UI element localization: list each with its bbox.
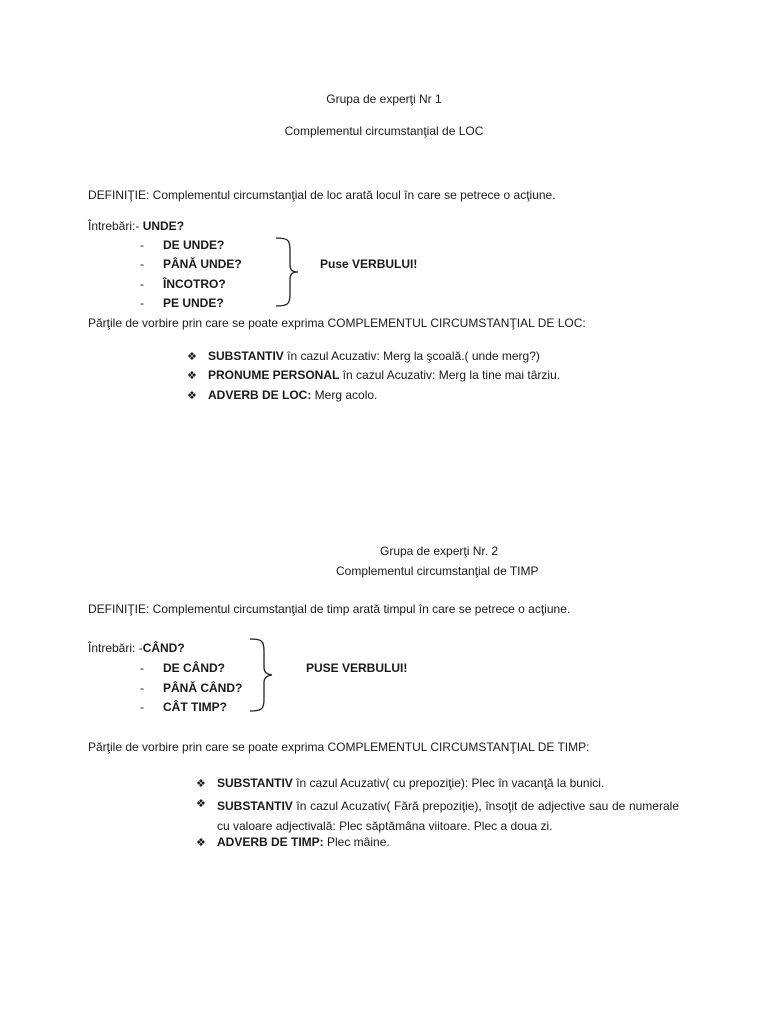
definition-label: DEFINIŢIE: (88, 602, 150, 616)
diamond-bullet-icon: ❖ (187, 370, 197, 382)
dash-bullet: - (140, 277, 144, 291)
question-item: CÂT TIMP? (163, 700, 227, 714)
question-item: DE UNDE? (163, 238, 225, 252)
question-item: UNDE? (142, 219, 185, 233)
dash-bullet: - (140, 681, 144, 695)
bullet-item-6: ADVERB DE TIMP: Plec mâine. (217, 835, 390, 849)
dash-bullet: - (140, 238, 144, 252)
dash-bullet: - (140, 661, 144, 675)
parts-intro-1: Părţile de vorbire prin care se poate exprima COMPLEMENTUL CIRCUMSTANŢIAL DE LOC: (88, 316, 586, 330)
curly-brace-icon (246, 637, 276, 713)
bullet-item-3: ADVERB DE LOC: Merg acolo. (208, 388, 378, 402)
brace-label-1: Puse VERBULUI! (320, 257, 418, 271)
bullet-item-1: SUBSTANTIV în cazul Acuzativ: Merg la şcoală.( unde merg?) (208, 349, 540, 363)
group-title-1: Grupa de experţi Nr 1 (326, 92, 442, 106)
parts-intro-2: Părţile de vorbire prin care se poate exprima COMPLEMENTUL CIRCUMSTANŢIAL DE TIMP: (88, 740, 590, 754)
questions-line-2 (88, 641, 185, 655)
topic-title-2: Complementul circumstanţial de TIMP (336, 564, 539, 578)
question-item: CÂND? (142, 641, 185, 655)
questions-line-1 (88, 219, 184, 233)
dash-bullet: - (140, 257, 144, 271)
bullet-item-5: SUBSTANTIV în cazul Acuzativ( Fără prepoziţie), însoţit de adjective sau de numerale cu valoare adjectivală: Plec săptămâna viitoare. Plec a doua zi. (217, 799, 679, 833)
definition-2 (88, 602, 570, 616)
question-item: PE UNDE? (163, 296, 224, 310)
bullet-item-4: SUBSTANTIV în cazul Acuzativ( cu prepoziţie): Plec în vacanţă la bunici. (217, 776, 605, 790)
dash-bullet: - (140, 700, 144, 714)
diamond-bullet-icon: ❖ (187, 390, 197, 402)
brace-label-2: PUSE VERBULUI! (306, 661, 408, 675)
bullet-item-2: PRONUME PERSONAL în cazul Acuzativ: Merg la tine mai târziu. (208, 368, 561, 382)
diamond-bullet-icon: ❖ (196, 798, 206, 810)
diamond-bullet-icon: ❖ (196, 837, 206, 849)
group-title-2: Grupa de experţi Nr. 2 (380, 544, 499, 558)
definition-text: Complementul circumstanţial de timp arată timpul în care se petrece o acţiune. (149, 602, 571, 616)
dash-bullet: - (140, 296, 144, 310)
question-item: DE CÂND? (163, 661, 225, 675)
definition-1 (88, 188, 556, 202)
definition-text: Complementul circumstanţial de loc arată locul în care se petrece o acţiune. (149, 188, 556, 202)
question-item: PÂNĂ CÂND? (163, 681, 243, 695)
topic-title-1: Complementul circumstanţial de LOC (284, 124, 484, 138)
diamond-bullet-icon: ❖ (187, 351, 197, 363)
question-item: PÂNĂ UNDE? (163, 257, 242, 271)
questions-label: Întrebări: - (88, 641, 143, 655)
definition-label: DEFINIŢIE: (88, 188, 150, 202)
curly-brace-icon (270, 236, 300, 308)
question-item: ÎNCOTRO? (163, 277, 226, 291)
questions-label: Întrebări:- (88, 219, 143, 233)
diamond-bullet-icon: ❖ (196, 778, 206, 790)
